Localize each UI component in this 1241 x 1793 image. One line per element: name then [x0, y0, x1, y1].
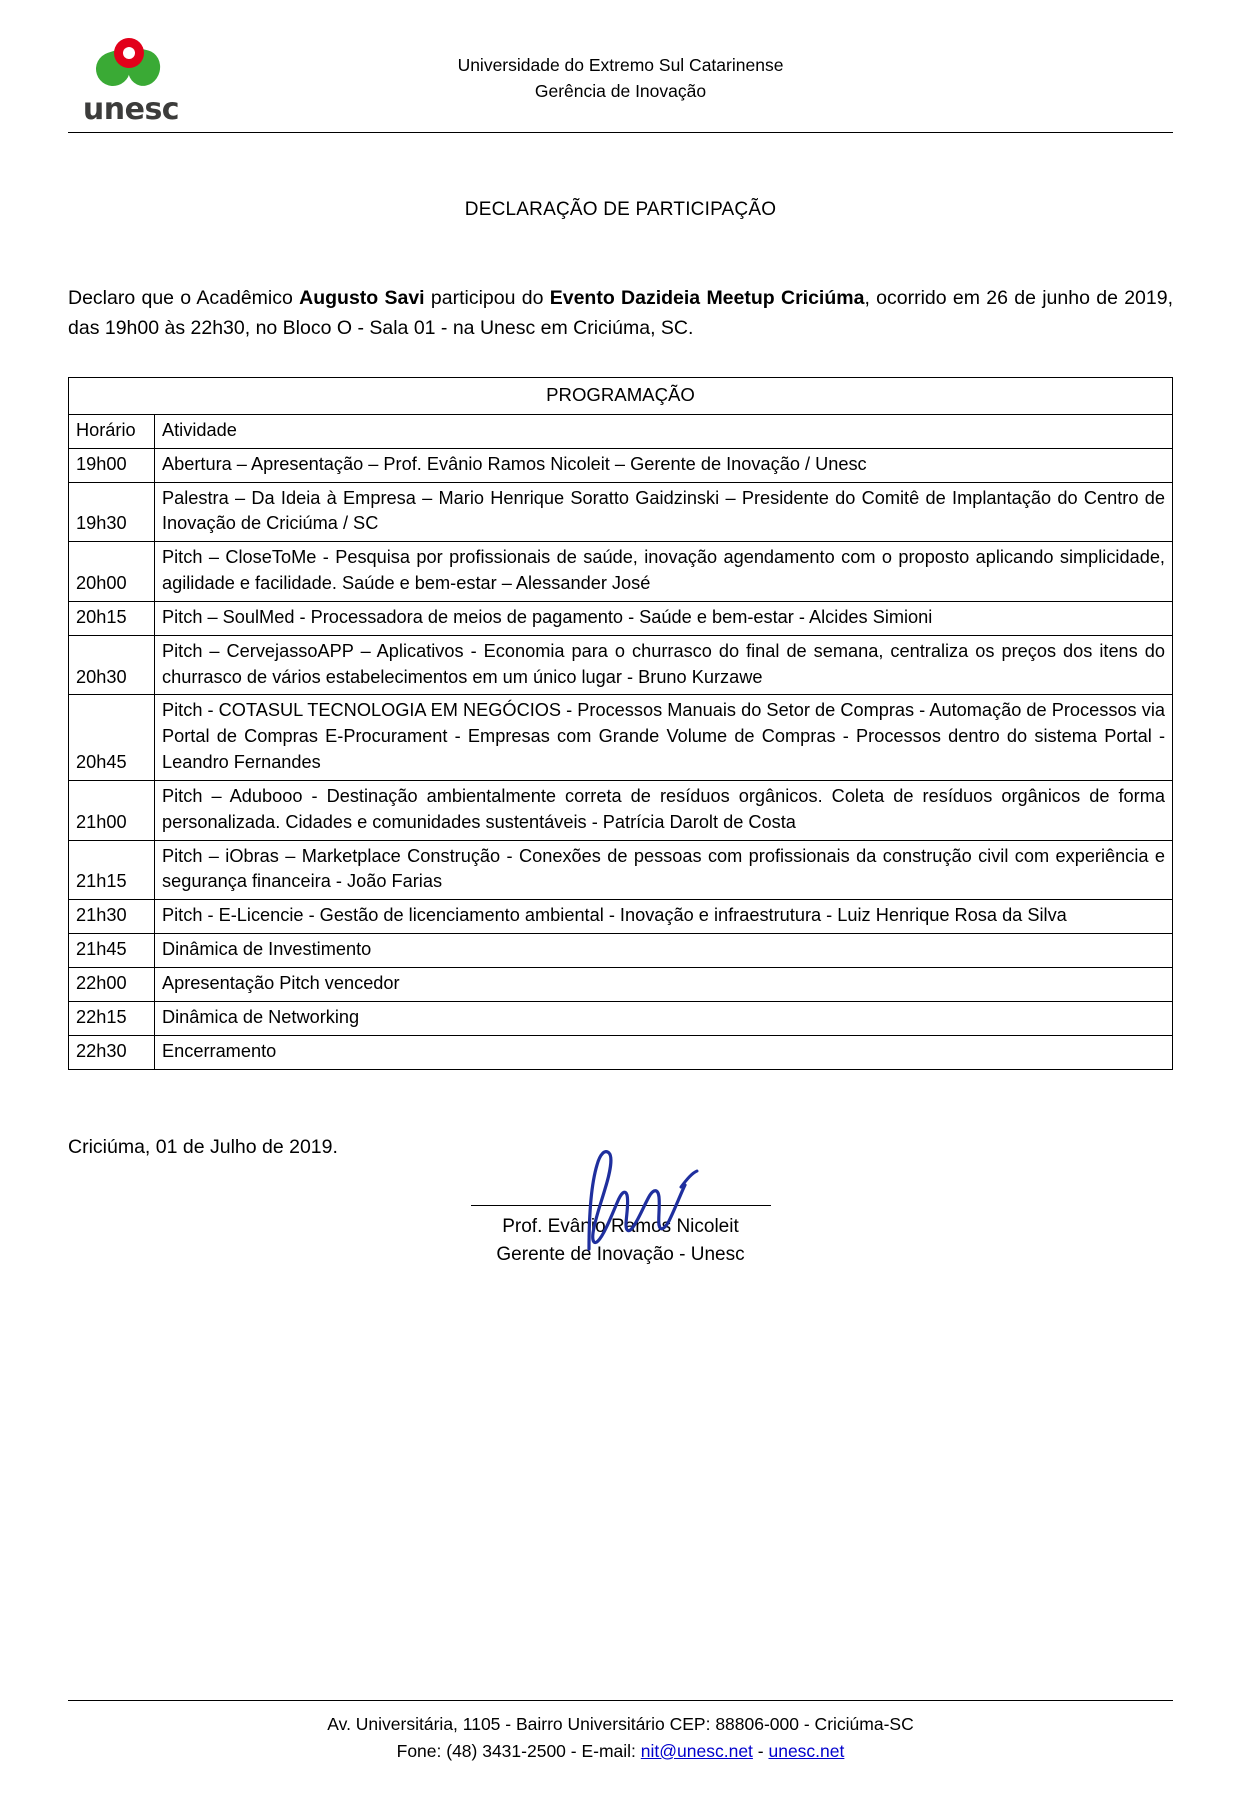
footer-phone-label: Fone: (48) 3431-2500 - E-mail: [396, 1740, 641, 1761]
declaration-paragraph [68, 283, 1173, 343]
row-activity: Encerramento [155, 1035, 1173, 1069]
table-row [69, 900, 1173, 934]
programme-table [68, 377, 1173, 1069]
intro-part-2: participou do [424, 287, 550, 309]
row-time: 20h30 [69, 635, 155, 695]
event-name: Evento Dazideia Meetup Criciúma [549, 287, 865, 309]
row-time: 20h00 [69, 542, 155, 602]
footer-address: Av. Universitária, 1105 - Bairro Universitário CEP: 88806-000 - Criciúma-SC [327, 1713, 914, 1734]
row-activity: Palestra – Da Ideia à Empresa – Mario Henrique Soratto Gaidzinski – Presidente do Comitê de Implantação do Centro de Inovação de Criciúma / SC [155, 482, 1173, 542]
row-time: 20h15 [69, 601, 155, 635]
table-row [69, 635, 1173, 695]
row-activity: Dinâmica de Investimento [155, 934, 1173, 968]
institution-block [68, 38, 1173, 105]
student-name: Augusto Savi [299, 287, 425, 309]
intro-part-1: Declaro que o Acadêmico [68, 287, 300, 309]
table-row [69, 542, 1173, 602]
document-page [0, 38, 1241, 1793]
signatory-name: Prof. Evânio Ramos Nicoleit [502, 1215, 739, 1237]
table-row [69, 780, 1173, 840]
department-name: Gerência de Inovação [534, 81, 707, 102]
footer-divider [68, 1700, 1173, 1701]
intro-part-3: , ocorrido em 26 de junho de 2019, das 19h00 às 22h30, no Bloco O - Sala 01 - na Unesc em Criciúma, SC. [68, 287, 1174, 340]
closing-place-date: Criciúma, 01 de Julho de 2019. [68, 1135, 338, 1158]
row-activity: Abertura – Apresentação – Prof. Evânio Ramos Nicoleit – Gerente de Inovação / Unesc [155, 448, 1173, 482]
row-activity: Apresentação Pitch vencedor [155, 968, 1173, 1002]
footer-contact [0, 1738, 1241, 1765]
table-caption-row [69, 378, 1173, 414]
column-header-activity: Atividade [155, 414, 1173, 448]
footer-separator: - [752, 1740, 769, 1761]
row-time: 22h00 [69, 968, 155, 1002]
unesc-logo-icon [76, 38, 186, 127]
row-time: 21h15 [69, 840, 155, 900]
row-time: 21h00 [69, 780, 155, 840]
signature-line [471, 1205, 771, 1206]
row-time: 22h15 [69, 1001, 155, 1035]
row-time: 19h00 [69, 448, 155, 482]
row-activity: Pitch - COTASUL TECNOLOGIA EM NEGÓCIOS - Processos Manuais do Setor de Compras - Automação de Processos via Portal de Compras E-Procurament - Empresas com Grande Volume de Compras - Processos dentro do sistema Portal - Leandro Fernandes [155, 695, 1173, 781]
page-footer [0, 1711, 1241, 1765]
page-title: DECLARAÇÃO DE PARTICIPAÇÃO [464, 199, 777, 220]
row-activity: Pitch – Adubooo - Destinação ambientalmente correta de resíduos orgânicos. Coleta de resíduos orgânicos de forma personalizada. Cidades e comunidades sustentáveis - Patrícia Darolt de Costa [155, 780, 1173, 840]
row-activity: Pitch - E-Licencie - Gestão de licenciamento ambiental - Inovação e infraestrutura - Luiz Henrique Rosa da Silva [155, 900, 1173, 934]
table-row [69, 968, 1173, 1002]
table-header-row [69, 414, 1173, 448]
table-row [69, 601, 1173, 635]
table-row [69, 695, 1173, 781]
table-row [69, 482, 1173, 542]
row-activity: Pitch – iObras – Marketplace Construção - Conexões de pessoas com profissionais da construção civil com experiência e segurança financeira - João Farias [155, 840, 1173, 900]
table-caption: PROGRAMAÇÃO [69, 378, 1173, 414]
logo-wordmark: unesc [82, 92, 180, 127]
row-time: 22h30 [69, 1035, 155, 1069]
institution-name: Universidade do Extremo Sul Catarinense [457, 55, 784, 75]
header-divider [68, 132, 1173, 133]
row-time: 19h30 [69, 482, 155, 542]
table-row [69, 1001, 1173, 1035]
row-time: 20h45 [69, 695, 155, 781]
row-time: 21h30 [69, 900, 155, 934]
email-link[interactable]: nit@unesc.net [640, 1740, 753, 1761]
signature-block [341, 1205, 901, 1270]
unesc-logo-mark [88, 38, 174, 90]
circle-white-icon [123, 47, 135, 59]
row-activity: Pitch – SoulMed - Processadora de meios de pagamento - Saúde e bem-estar - Alcides Simioni [155, 601, 1173, 635]
table-row [69, 448, 1173, 482]
table-row [69, 1035, 1173, 1069]
table-row [69, 934, 1173, 968]
row-activity: Pitch – CervejassoAPP – Aplicativos - Economia para o churrasco do final de semana, centraliza os preços dos itens do churrasco de vários estabelecimentos em um único lugar - Bruno Kurzawe [155, 635, 1173, 695]
table-row [69, 840, 1173, 900]
row-activity: Pitch – CloseToMe - Pesquisa por profissionais de saúde, inovação agendamento com o proposto aplicando simplicidade, agilidade e facilidade. Saúde e bem-estar – Alessander José [155, 542, 1173, 602]
page-header [68, 38, 1173, 127]
column-header-time: Horário [69, 414, 155, 448]
website-link[interactable]: unesc.net [768, 1740, 845, 1761]
row-time: 21h45 [69, 934, 155, 968]
signatory-role: Gerente de Inovação - Unesc [496, 1244, 745, 1266]
row-activity: Dinâmica de Networking [155, 1001, 1173, 1035]
